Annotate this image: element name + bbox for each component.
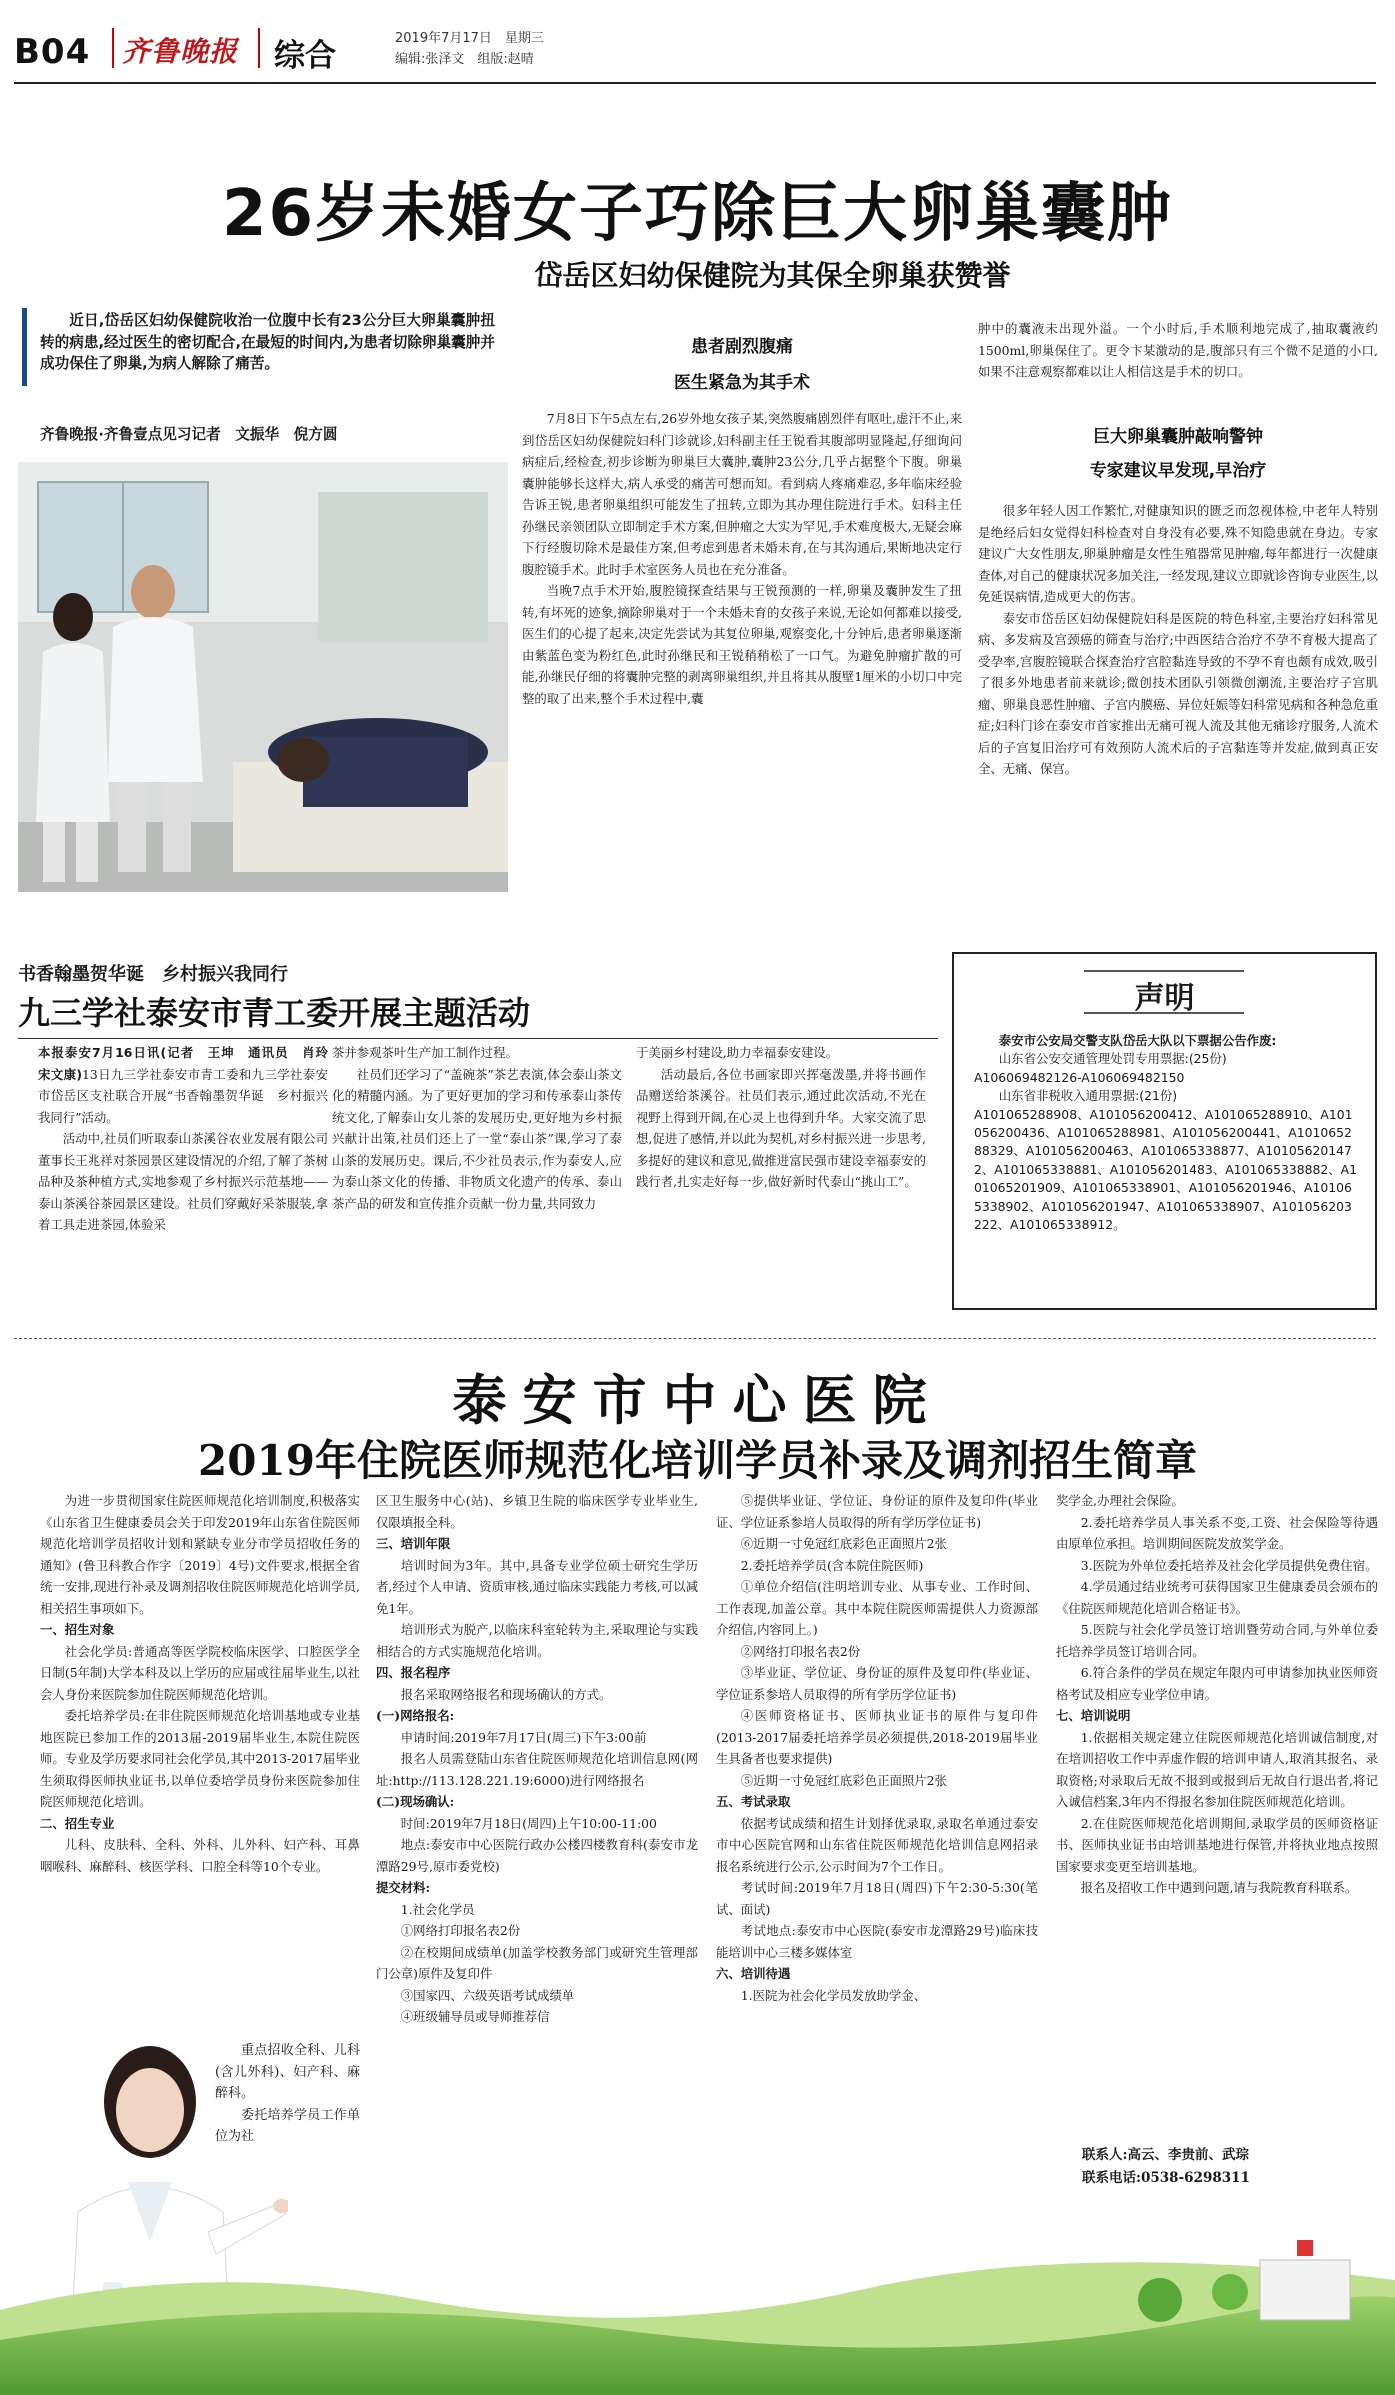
paragraph: ⑤近期一寸免冠红底彩色正面照片2张 — [740, 1772, 947, 1788]
masthead-divider — [112, 28, 114, 68]
paragraph: ①网络打印报名表2份 — [400, 1923, 521, 1938]
notice-intro: 泰安市公安局交警支队岱岳大队以下票据公告作废: — [998, 1033, 1277, 1048]
article-1-subhead-2b: 专家建议早发现,早治疗 — [1089, 461, 1267, 481]
article-1-byline: 齐鲁晚报·齐鲁壹点见习记者 文振华 倪方圆 — [40, 426, 338, 443]
paragraph: 当晚7点手术开始,腹腔镜探查结果与王锐预测的一样,卵巢及囊肿发生了扭转,有坏死的迹象,摘除卵巢对于一个未婚未育的女孩子来说,无论如何都难以接受,医生们的心提了起来,决定先尝试为其复位卵巢,观察变化,十分钟后,患者卵巢逐渐由紫蓝色变为粉红色,此时孙继民和王锐稍稍松了一口气。为避免肿瘤扩散的可能,孙继民仔细的将囊肿完整的剥离卵巢组织,并且将其从腹壁1厘米的小切口中完整的取了出来,整个手术过程中,囊 — [522, 583, 962, 706]
paragraph: 社会化学员:普通高等医学院校临床医学、口腔医学全日制(5年制)大学本科及以上学历的应届或往届毕业生,以社会人身份来医院参加住院医师规范化培训。 — [40, 1643, 360, 1702]
editor-credits: 编辑:张泽文 组版:赵晴 — [395, 52, 534, 67]
paragraph: 依据考试成绩和招生计划择优录取,录取名单通过泰安市中心医院官网和山东省住院医师规范化培训信息网招录报名系统进行公示,公示时间为7个工作日。 — [716, 1815, 1038, 1874]
paragraph: ③国家四、六级英语考试成绩单 — [400, 1987, 575, 2003]
contact-person: 联系人:高云、李贵前、武琮 — [1082, 2147, 1249, 2163]
contact-phone: 联系电话:0538-6298311 — [1082, 2170, 1250, 2186]
lead-accent-bar — [22, 308, 27, 386]
paragraph: 6.符合条件的学员在规定年限内可申请参加执业医师资格考试及相应专业学位申请。 — [1056, 1665, 1378, 1702]
paragraph: 儿科、皮肤科、全科、外科、儿外科、妇产科、耳鼻咽喉科、麻醉科、核医学科、口腔全科等10个专业。 — [40, 1837, 360, 1874]
ad-title-program: 2019年住院医师规范化培训学员补录及调剂招生简章 — [198, 1436, 1197, 1485]
section-heading: 六、培训待遇 — [716, 1966, 791, 1981]
paragraph: 很多年轻人因工作繁忙,对健康知识的匮乏而忽视体检,中老年人特别是绝经后妇女觉得妇科检查对自身没有必要,殊不知隐患就在身边。专家建议广大女性朋友,卵巢肿瘤是女性生殖器常见肿瘤,每年都进行一次健康查体,对自己的健康状况多加关注,一经发现,建议立即就诊咨询专业医生,以免延误病情,造成更大的伤害。 — [978, 503, 1378, 604]
paragraph: 时间:2019年7月18日(周四)上午10:00-11:00 — [400, 1815, 657, 1831]
paragraph: 泰安市岱岳区妇幼保健院妇科是医院的特色科室,主要治疗妇科常见病、多发病及宫颈癌的筛查与治疗;中西医结合治疗不孕不育极大提高了受孕率,宫腹腔镜联合探查治疗宫腔黏连导致的不孕不育也颇有成效,吸引了很多外地患者前来就诊;微创技术团队引领微创潮流,主要治疗子宫肌瘤、卵巢良恶性肿瘤、子宫内膜癌、异位妊娠等妇科常见病和各种急危重症;妇科门诊在泰安市首家推出无痛可视人流及其他无痛诊疗服务,人流术后的子宫复旧治疗可有效预防人流术后的子宫黏连等并发症,做到真正安全、无痛、保宫。 — [978, 610, 1378, 776]
paragraph: 地点:泰安市中心医院行政办公楼四楼教育科(泰安市龙潭路29号,原市委党校) — [376, 1837, 698, 1874]
article-2-kicker: 书香翰墨贺华诞 乡村振兴我同行 — [18, 964, 288, 985]
paragraph: 活动中,社员们听取泰山茶溪谷农业发展有限公司董事长王兆祥对茶园景区建设情况的介绍,了解了茶树品种及茶种植方式,实地参观了乡村振兴示范基地——泰山茶溪谷茶园景区建设。社员们穿戴好采茶服装,拿着工具走进茶园,体验采 — [38, 1131, 328, 1232]
paragraph: 社员们还学习了“盖碗茶”茶艺表演,体会泰山茶文化的精髓内涵。为了更好更加的学习和传承泰山茶传统文化,了解泰山女儿茶的发展历史,更好地为乡村振兴献计出策,社员们还上了一堂“泰山茶”课,学习了泰山茶的发展历史。课后,不少社员表示,作为泰安人,应为泰山茶文化的传播、非物质文化遗产的传承、泰山茶产品的研发和宣传推介贡献一份力量,共同致力 — [332, 1066, 622, 1211]
footer-landscape — [0, 2230, 1395, 2395]
section-heading: (二)现场确认: — [376, 1794, 455, 1809]
notice-range: A106069482126-A106069482150 — [974, 1069, 1185, 1085]
paragraph: 考试地点:泰安市中心医院(泰安市龙潭路29号)临床技能培训中心三楼多媒体室 — [716, 1923, 1038, 1960]
paragraph: 于美丽乡村建设,助力幸福泰安建设。 — [636, 1045, 839, 1060]
ad-column-1 — [40, 1490, 360, 2030]
paragraph: 报名及招收工作中遇到问题,请与我院教育科联系。 — [1080, 1880, 1358, 1895]
paragraph: 2.委托培养学员人事关系不变,工资、社会保险等待遇由原单位承担。培训期间医院发放奖学金。 — [1056, 1514, 1378, 1551]
section-separator — [14, 1338, 1376, 1339]
article-2-byline: 本报泰安7月16日讯(记者 王坤 通讯员 肖玲 宋文康) — [38, 1045, 328, 1082]
paragraph: 重点招收全科、儿科(含儿外科)、妇产科、麻醉科。 — [215, 2043, 360, 2101]
article-1-column-3b — [978, 500, 1378, 925]
paragraph: 4.学员通过结业统考可获得国家卫生健康委员会颁布的《住院医师规范化培训合格证书》。 — [1056, 1579, 1378, 1616]
notice-codes: A101065288908、A101056200412、A101065288910、A101056200436、A101065288981、A101056200441、A101065288329、A101056200463、A101065338877、A101056201472、A101065338881、A101056201483、A101065338882、A101065201909、A101065338901、A101056201946、A101065338902、A101056201947、A101065338907、A101056203222、A101065338912。 — [974, 1106, 1358, 1233]
article-1-subhead-2: 巨大卵巢囊肿敲响警钟 — [1093, 427, 1263, 447]
paragraph: ⑤提供毕业证、学位证、身份证的原件及复印件(毕业证、学位证系参培人员取得的所有学历学位证书) — [716, 1493, 1038, 1530]
article-1-column-2 — [522, 408, 962, 923]
notice-line: 山东省公安交通管理处罚专用票据:(25份) — [998, 1051, 1227, 1067]
paragraph: 申请时间:2019年7月17日(周三)下午3:00前 — [400, 1729, 647, 1745]
paragraph: 1.医院为社会化学员发放助学金、 — [740, 1987, 927, 2003]
article-1-column-3a — [978, 318, 1378, 408]
section-heading: 三、培训年限 — [376, 1536, 451, 1551]
section-heading: 七、培训说明 — [1056, 1708, 1131, 1723]
notice-title: 声明 — [1134, 981, 1195, 1016]
paper-logo: 齐鲁晚报 — [122, 35, 239, 68]
ad-column-4 — [1056, 1490, 1378, 2128]
notice-body — [974, 1032, 1359, 1302]
notice-line: 山东省非税收入通用票据:(21份) — [998, 1088, 1178, 1104]
paragraph: 培训时间为3年。其中,具备专业学位硕士研究生学历者,经过个人申请、资质审核,通过临床实践能力考核,可以减免1年。 — [376, 1557, 698, 1616]
hospital-ward-photo — [18, 462, 508, 892]
paragraph: 茶并参观茶叶生产加工制作过程。 — [332, 1045, 518, 1060]
paragraph: 2.在住院医师规范化培训期间,录取学员的医师资格证书、医师执业证书由培训基地进行保管,并将执业地点按照国家要求变更至培训基地。 — [1056, 1815, 1378, 1874]
paragraph: ③毕业证、学位证、身份证的原件及复印件(毕业证、学位证系参培人员取得的所有学历学位证书) — [716, 1665, 1038, 1702]
paragraph: 3.医院为外单位委托培养及社会化学员提供免费住宿。 — [1080, 1557, 1378, 1573]
paragraph: ②网络打印报名表2份 — [740, 1643, 861, 1659]
article-2-column-2 — [332, 1042, 622, 1317]
rule — [18, 1038, 938, 1039]
paragraph: 活动最后,各位书画家即兴挥毫泼墨,并将书画作品赠送给茶溪谷。社员们表示,通过此次活动,不光在视野上得到开阔,在心灵上也得到升华。大家交流了思想,促进了感情,并以此为契机,对乡村振兴进一步思考,多提好的建议和意见,做推进富民强市建设幸福泰安的践行者,扎实走好每一步,做好新时代泰山“挑山工”。 — [636, 1066, 926, 1189]
paragraph: 委托培养学员工作单位为社 — [215, 2107, 360, 2144]
section-heading: 二、招生专业 — [40, 1815, 115, 1831]
article-1-lead: 近日,岱岳区妇幼保健院收治一位腹中长有23公分巨大卵巢囊肿扭转的病患,经过医生的密切配合,在最短的时间内,为患者切除卵巢囊肿并成功保住了卵巢,为病人解除了痛苦。 — [40, 312, 495, 372]
paragraph: 考试时间:2019年7月18日(周四)下午2:30-5:30(笔试、面试) — [716, 1880, 1038, 1917]
paragraph: 1.社会化学员 — [400, 1901, 475, 1917]
ad-column-3 — [716, 1490, 1038, 2232]
paragraph: 区卫生服务中心(站)、乡镇卫生院的临床医学专业毕业生,仅限填报全科。 — [376, 1493, 698, 1530]
paragraph: 为进一步贯彻国家住院医师规范化培训制度,积极落实《山东省卫生健康委员会关于印发2019年山东省住院医师规范化培训学员招收计划和紧缺专业分市学员招收任务的通知》(鲁卫科教合作字〔2019〕4号)文件要求,根据全省统一安排,现进行补录及调剂招收住院医师规范化培训学员,相关招生事项如下。 — [40, 1493, 360, 1616]
paragraph: 报名采取网络报名和现场确认的方式。 — [400, 1686, 612, 1702]
paragraph — [38, 1042, 328, 1128]
article-2-headline: 九三学社泰安市青工委开展主题活动 — [18, 994, 531, 1032]
section-heading: 提交材料: — [376, 1880, 431, 1895]
article-1-subhead-1: 患者剧烈腹痛 — [691, 337, 793, 357]
paragraph: 奖学金,办理社会保险。 — [1056, 1493, 1184, 1508]
paragraph: ②在校期间成绩单(加盖学校教务部门或研究生管理部门公章)原件及复印件 — [376, 1944, 698, 1981]
article-1-subhead: 岱岳区妇幼保健院为其保全卵巢获赞誉 — [534, 259, 1011, 292]
paragraph: 培训形式为脱产,以临床科室轮转为主,采取理论与实践相结合的方式实施规范化培训。 — [376, 1622, 698, 1659]
paragraph: ④班级辅导员或导师推荐信 — [400, 2009, 550, 2024]
section-heading: 五、考试录取 — [716, 1794, 791, 1809]
notice-box — [952, 952, 1377, 1310]
issue-date: 2019年7月17日 星期三 — [395, 31, 544, 46]
ad-column-2 — [376, 1490, 698, 2232]
paragraph: 1.依据相关规定建立住院医师规范化培训诚信制度,对在培训招收工作中弄虚作假的培训申请人,取消其报名、录取资格;对录取后无故不报到或报到后无故自行退出者,将记入诚信档案,3年内不得报名参加住院医师规范化培训。 — [1056, 1729, 1378, 1809]
paragraph: 报名人员需登陆山东省住院医师规范化培训信息网(网址:http://113.128.221.19:6000)进行网络报名 — [376, 1751, 698, 1788]
paragraph: 2.委托培养学员(含本院住院医师) — [740, 1557, 924, 1573]
paragraph: 7月8日下午5点左右,26岁外地女孩子某,突然腹痛剧烈伴有呕吐,虚汗不止,来到岱岳区妇幼保健院妇科门诊就诊,妇科副主任王锐看其腹部明显隆起,仔细询问病症后,经检查,初步诊断为卵巢巨大囊肿,囊肿23公分,几乎占据整个下腹。卵巢囊肿能够长这样大,病人承受的痛苦可想而知。看到病人疼痛难忍,多年临床经验告诉王锐,患者卵巢组织可能发生了扭转,立即为其办理住院进行手术。妇科主任孙继民亲领团队立即制定手术方案,但肿瘤之大实为罕见,手术难度极大,无疑会麻下行经腹切除术是最佳方案,但考虑到患者未婚未育,在与其沟通后,果断地决定行腹腔镜手术。此时手术室医务人员也在充分准备。 — [522, 411, 962, 577]
section-heading: (一)网络报名: — [376, 1708, 455, 1723]
article-1-headline: 26岁未婚女子巧除巨大卵巢囊肿 — [221, 177, 1174, 251]
section-name: 综合 — [274, 38, 336, 74]
paragraph: ⑥近期一寸免冠红底彩色正面照片2张 — [740, 1536, 947, 1551]
article-2-column-1 — [38, 1042, 328, 1317]
ad-title-hospital: 泰安市中心医院 — [452, 1368, 943, 1432]
paragraph: ④医师资格证书、医师执业证书的原件与复印件(2013-2017届委托培养学员必须提供,2018-2019届毕业生具备者也要求提供) — [716, 1708, 1038, 1766]
paragraph-text: 13日九三学社泰安市青工委和九三学社泰安市岱岳区支社联合开展“书香翰墨贺华诞 乡村振兴我同行”活动。 — [38, 1066, 328, 1125]
paragraph: 肿中的囊液未出现外溢。一个小时后,手术顺利地完成了,抽取囊液约1500ml,卵巢保住了。更令卞某激动的是,腹部只有三个微不足道的小口,如果不注意观察都难以让人相信这是手术的切口。 — [978, 321, 1378, 379]
section-heading: 四、报名程序 — [376, 1665, 451, 1680]
masthead-rule — [14, 82, 1376, 84]
section-heading: 一、招生对象 — [40, 1622, 115, 1637]
article-2-column-3 — [636, 1042, 926, 1317]
paragraph: ①单位介绍信(注明培训专业、从事专业、工作时间、工作表现,加盖公章。其中本院住院医师需提供人力资源部介绍信,内容同上。) — [716, 1579, 1038, 1637]
page-number: B04 — [14, 32, 91, 72]
masthead-divider — [258, 28, 260, 68]
paragraph: 5.医院与社会化学员签订培训暨劳动合同,与外单位委托培养学员签订培训合同。 — [1056, 1622, 1378, 1659]
article-1-subhead-1b: 医生紧急为其手术 — [674, 373, 810, 393]
paragraph: 委托培养学员:在非住院医师规范化培训基地或专业基地医院已参加工作的2013届-2019届毕业生,本院住院医师。专业及学历要求同社会化学员,其中2013-2017届毕业生须取得医师执业证书,以单位委培学员身份来医院参加住院医师规范化培训。 — [40, 1708, 360, 1809]
